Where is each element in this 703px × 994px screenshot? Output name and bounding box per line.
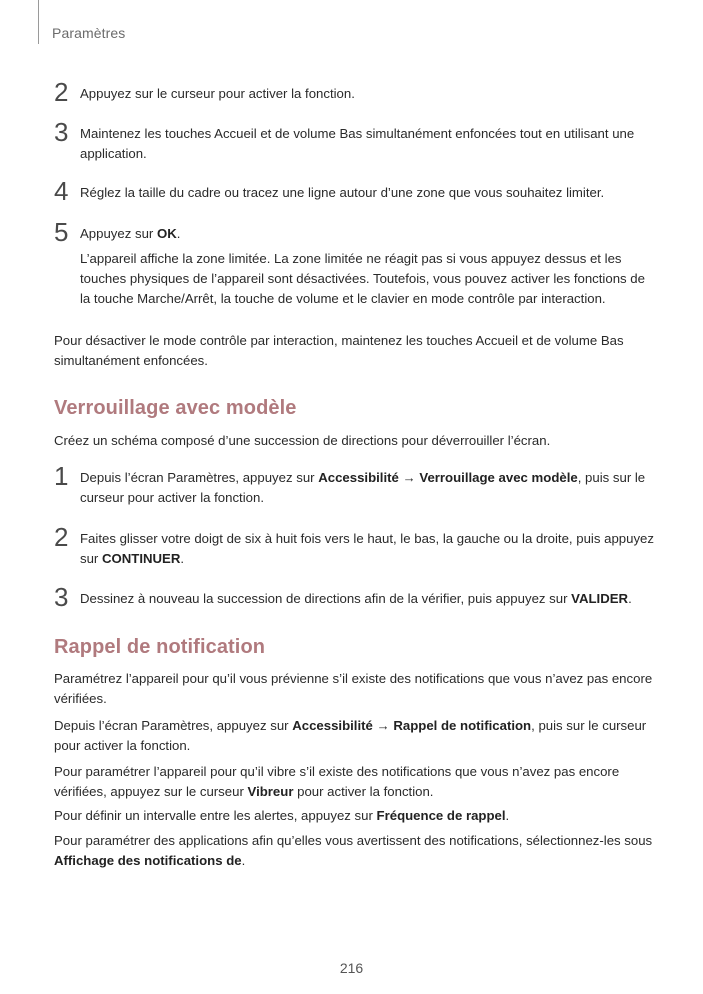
step-item [54, 461, 654, 508]
step-item [54, 77, 654, 107]
pattern-intro: Créez un schéma composé d’une succession de directions pour déverrouiller l’écran. [54, 433, 551, 448]
step-item [54, 176, 654, 206]
section-title-pattern-lock: Verrouillage avec modèle [54, 397, 297, 419]
step-item [54, 217, 654, 247]
reminder-paragraph: Pour définir un intervalle entre les alertes, appuyez sur Fréquence de rappel. [54, 808, 510, 823]
step-number: 3 [54, 582, 69, 612]
step-text: Dessinez à nouveau la succession de directions afin de la vérifier, puis appuyez sur VALIDER. [80, 591, 632, 606]
step-text: Appuyez sur le curseur pour activer la fonction. [80, 86, 355, 101]
step5-detail: L’appareil affiche la zone limitée. La zone limitée ne réagit pas si vous appuyez dessus et les touches physiques de l’appareil sont désactivées. Toutefois, vous pouvez activer les fonctions de la touche Marche/Arrêt, la touche de volume et le clavier en mode contrôle par interaction. [80, 251, 645, 306]
section-title-notification-reminder: Rappel de notification [54, 636, 266, 658]
deactivate-note: Pour désactiver le mode contrôle par interaction, maintenez les touches Accueil et de volume Bas simultanément enfoncées. [54, 333, 624, 368]
reminder-paragraph: Pour paramétrer l’appareil pour qu’il vibre s’il existe des notifications que vous n’avez pas encore vérifiées, appuyez sur le curseur Vibreur pour activer la fonction. [54, 764, 620, 799]
step-number: 5 [54, 217, 69, 247]
reminder-paragraph: Pour paramétrer des applications afin qu’elles vous avertissent des notifications, sélectionnez-les sous Affichage des notifications de. [54, 833, 653, 868]
step-text: Réglez la taille du cadre ou tracez une ligne autour d’une zone que vous souhaitez limiter. [80, 185, 605, 200]
step-text: Maintenez les touches Accueil et de volume Bas simultanément enfoncées tout en utilisant une application. [80, 126, 635, 161]
page-number: 216 [339, 960, 364, 976]
step-text: Faites glisser votre doigt de six à huit fois vers le haut, le bas, la gauche ou la droite, puis appuyez sur CONTINUER. [80, 531, 654, 566]
step-text: Depuis l’écran Paramètres, appuyez sur Accessibilité → Verrouillage avec modèle, puis sur le curseur pour activer la fonction. [80, 470, 646, 505]
header-divider [38, 0, 39, 44]
step-item [54, 522, 654, 569]
reminder-paragraph: Depuis l’écran Paramètres, appuyez sur Accessibilité → Rappel de notification, puis sur le curseur pour activer la fonction. [54, 718, 647, 753]
step-item [54, 117, 654, 164]
step-number: 4 [54, 176, 69, 206]
step-number: 2 [54, 522, 69, 552]
step-number: 3 [54, 117, 69, 147]
step-number: 2 [54, 77, 69, 107]
reminder-paragraph: Paramétrez l’appareil pour qu’il vous prévienne s’il existe des notifications que vous n’avez pas encore vérifiées. [54, 671, 653, 706]
step-number: 1 [54, 461, 69, 491]
step-text: Appuyez sur OK. [80, 226, 181, 241]
step-item [54, 582, 654, 612]
header-section-label: Paramètres [52, 25, 126, 41]
